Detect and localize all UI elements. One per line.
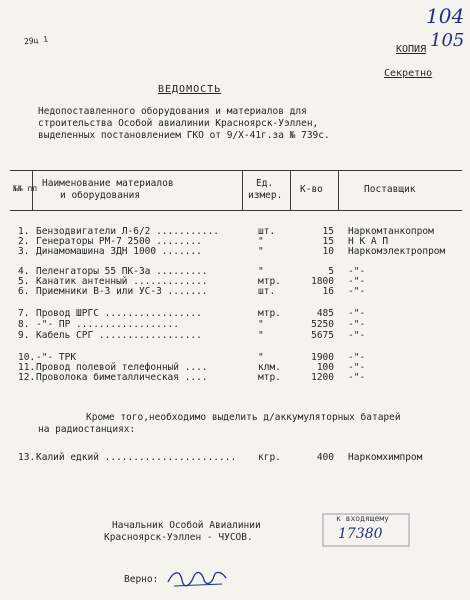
row-unit: мтр.: [258, 276, 281, 287]
col-header-name-line1: Наименование материалов: [42, 178, 174, 189]
row-qty: 5675: [311, 330, 334, 341]
row-num: 11.: [18, 362, 36, 373]
row-num: 9.: [18, 330, 30, 341]
row-supplier: Н К А П: [348, 236, 389, 247]
signer-title: Начальник Особой Авиалинии: [112, 520, 261, 531]
table-top-rule: [10, 170, 462, 171]
row-name: Приемники В-3 или УС-3 .......: [36, 286, 208, 297]
row-name: Генераторы РМ-7 2500 ........: [36, 236, 202, 247]
row-qty: 485: [316, 308, 334, 319]
copy-label: КОПИЯ: [396, 44, 427, 55]
row-qty: 1800: [311, 276, 334, 287]
table-header-rule: [10, 210, 462, 211]
row-unit: ": [258, 352, 264, 363]
row-num: 2.: [18, 236, 30, 247]
row-qty: 10: [322, 246, 334, 257]
row-qty: 15: [322, 226, 334, 237]
verno-label: Верно:: [124, 574, 159, 585]
stamp-text: к входящему: [336, 514, 389, 523]
row-supplier: -"-: [348, 330, 366, 341]
table-divider-2: [242, 170, 243, 210]
row-name: Пеленгаторы 55 ПК-3а .........: [36, 266, 208, 277]
row-num: 3.: [18, 246, 30, 257]
row-qty: 400: [316, 452, 334, 463]
row-num: 10.: [18, 352, 36, 363]
handwritten-page-number: 104: [426, 4, 465, 28]
row-num: 6.: [18, 286, 30, 297]
row-name: Бензодвигатели Л-6/2 ...........: [36, 226, 220, 237]
row-supplier: -"-: [348, 319, 366, 330]
row-name: Проволока биметаллическая ....: [36, 372, 208, 383]
row-num: 7.: [18, 308, 30, 319]
handwritten-page-number-2: 105: [430, 30, 465, 51]
row-qty: 5250: [311, 319, 334, 330]
row-name: Динамомашина ЗДН 1000 .......: [36, 246, 202, 257]
stamp-number: 17380: [338, 526, 383, 542]
row-unit: мтр.: [258, 372, 281, 383]
additional-text-line-1: Кроме того,необходимо выделить д/аккумуляторных батарей: [86, 412, 401, 423]
row-supplier: -"-: [348, 372, 366, 383]
row-supplier: Наркомхимпром: [348, 452, 423, 463]
row-name: Калий едкий .......................: [36, 452, 237, 463]
row-qty: 1900: [311, 352, 334, 363]
row-supplier: Наркомэлектропром: [348, 246, 446, 257]
row-unit: ": [258, 319, 264, 330]
row-supplier: -"-: [348, 266, 366, 277]
row-name: Кабель СРГ ..................: [36, 330, 202, 341]
row-qty: 1200: [311, 372, 334, 383]
col-header-unit-line2: измер.: [248, 190, 283, 201]
col-header-name-line2: и оборудования: [60, 190, 141, 201]
row-num: 5.: [18, 276, 30, 287]
row-name: Канатик антенный .............: [36, 276, 208, 287]
row-num: 4.: [18, 266, 30, 277]
row-num: 12.: [18, 372, 36, 383]
intro-line-1: Недопоставленного оборудования и материалов для: [38, 106, 307, 117]
row-supplier: -"-: [348, 286, 366, 297]
col-header-supplier: Поставщик: [364, 184, 416, 195]
intro-line-3: выделенных постановлением ГКО от 9/X-41г.за № 739с.: [38, 130, 330, 141]
row-unit: клм.: [258, 362, 281, 373]
row-num: 13.: [18, 452, 36, 463]
row-unit: ": [258, 246, 264, 257]
row-supplier: -"-: [348, 352, 366, 363]
col-header-unit-line1: Ед.: [256, 178, 274, 189]
registration-stamp: [322, 508, 410, 548]
document-title: ВЕДОМОСТЬ: [158, 84, 222, 95]
row-supplier: -"-: [348, 308, 366, 319]
row-name: -"- ПР ..................: [36, 319, 179, 330]
row-unit: шт.: [258, 286, 276, 297]
row-qty: 5: [328, 266, 334, 277]
row-qty: 15: [322, 236, 334, 247]
signer-name: Красноярск-Уэллен - ЧУСОВ.: [104, 532, 253, 543]
row-qty: 100: [316, 362, 334, 373]
handwritten-signature: [164, 562, 234, 592]
row-name: -"- ТРК: [36, 352, 77, 363]
corner-mark: 29ц 1: [23, 34, 49, 47]
col-header-num: №№ пп: [13, 184, 38, 193]
table-divider-3: [290, 170, 291, 210]
row-name: Провод ШРГС .................: [36, 308, 202, 319]
classification-label: Секретно: [384, 68, 433, 79]
row-unit: мтр.: [258, 308, 281, 319]
row-unit: ": [258, 330, 264, 341]
row-unit: ": [258, 266, 264, 277]
row-unit: кгр.: [258, 452, 281, 463]
col-header-qty: К-во: [300, 184, 323, 195]
row-qty: 16: [322, 286, 334, 297]
row-num: 1.: [18, 226, 30, 237]
row-supplier: -"-: [348, 362, 366, 373]
intro-line-2: строительства Особой авиалинии Красноярск-Уэллен,: [38, 118, 319, 129]
additional-text-line-2: на радиостанциях:: [38, 424, 136, 435]
row-supplier: -"-: [348, 276, 366, 287]
row-unit: шт.: [258, 226, 276, 237]
table-divider-4: [338, 170, 339, 210]
row-num: 8.: [18, 319, 30, 330]
row-unit: ": [258, 236, 264, 247]
row-supplier: Наркомтанкопром: [348, 226, 434, 237]
row-name: Провод полевой телефонный ....: [36, 362, 208, 373]
